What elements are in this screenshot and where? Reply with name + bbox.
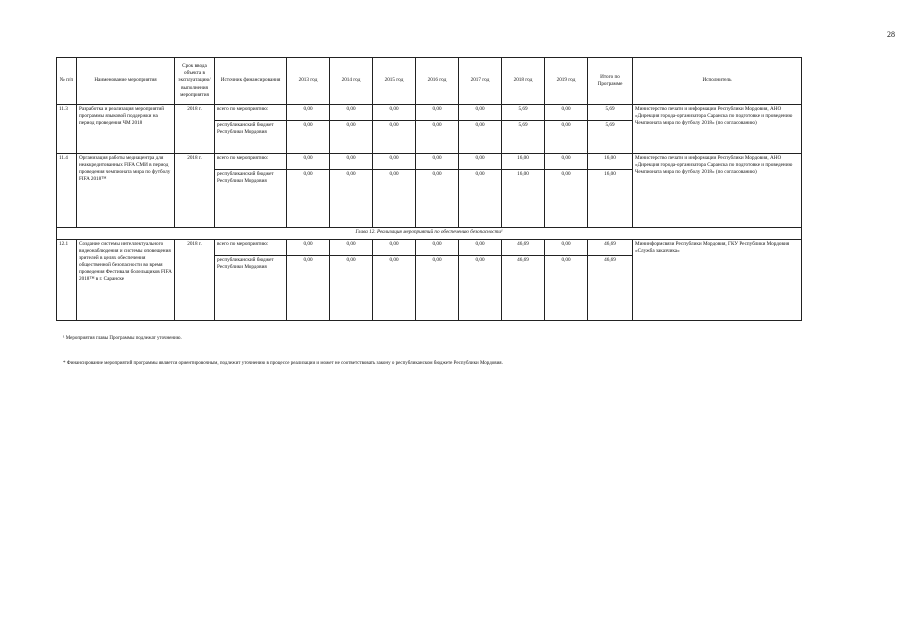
row-source: всего по мероприятию: xyxy=(215,240,287,256)
header-2016: 2016 год xyxy=(416,58,459,105)
cell-2018: 46,69 xyxy=(502,240,545,256)
cell-2019: 0,00 xyxy=(545,170,588,228)
cell-total: 46,69 xyxy=(588,256,633,321)
cell-2019: 0,00 xyxy=(545,105,588,121)
cell-2018: 16,00 xyxy=(502,170,545,228)
cell-2013: 0,00 xyxy=(287,240,330,256)
row-executor: Мининформсвязи Республики Мордовия, ГКУ Республики Мордовия «Служба заказчика» xyxy=(633,240,802,321)
cell-2015: 0,00 xyxy=(373,105,416,121)
cell-2017: 0,00 xyxy=(459,105,502,121)
cell-2019: 0,00 xyxy=(545,154,588,170)
cell-2014: 0,00 xyxy=(330,170,373,228)
cell-2016: 0,00 xyxy=(416,170,459,228)
cell-2013: 0,00 xyxy=(287,121,330,154)
row-name: Создание системы интеллектуального видеонаблюдения и системы оповещения зрителей в целях обеспечения общественной безопасности во время проведения Фестиваля болельщиков FIFA 2018™ в г. Саранске xyxy=(77,240,175,321)
table-row xyxy=(57,154,802,170)
cell-2017: 0,00 xyxy=(459,121,502,154)
row-source: всего по мероприятию: xyxy=(215,105,287,121)
header-source: Источник финансирования xyxy=(215,58,287,105)
row-source: республиканский бюджет Республики Мордовия xyxy=(215,121,287,154)
cell-2019: 0,00 xyxy=(545,121,588,154)
cell-total: 46,69 xyxy=(588,240,633,256)
cell-2017: 0,00 xyxy=(459,154,502,170)
header-2014: 2014 год xyxy=(330,58,373,105)
row-term: 2018 г. xyxy=(175,105,215,154)
header-executor: Исполнитель xyxy=(633,58,802,105)
footnote-financing: * Финансирование мероприятий программы является ориентировочным, подлежит уточнению в процессе реализации и может не соответствовать закону о республиканском бюджете Республики Мордовия. xyxy=(63,361,503,366)
header-2017: 2017 год xyxy=(459,58,502,105)
header-row xyxy=(57,58,802,105)
cell-2015: 0,00 xyxy=(373,154,416,170)
header-term: Срок ввода объекта в эксплуатацию/ выполнения мероприятия xyxy=(175,58,215,105)
header-name: Наименование мероприятия xyxy=(77,58,175,105)
row-number: 12.1 xyxy=(57,240,77,321)
cell-total: 16,00 xyxy=(588,170,633,228)
header-total: Итого по Программе xyxy=(588,58,633,105)
cell-2017: 0,00 xyxy=(459,240,502,256)
page-number: 28 xyxy=(887,30,895,39)
cell-2013: 0,00 xyxy=(287,154,330,170)
cell-2014: 0,00 xyxy=(330,121,373,154)
cell-total: 5,69 xyxy=(588,105,633,121)
cell-2014: 0,00 xyxy=(330,105,373,121)
cell-2015: 0,00 xyxy=(373,121,416,154)
cell-2019: 0,00 xyxy=(545,240,588,256)
cell-2016: 0,00 xyxy=(416,256,459,321)
cell-2016: 0,00 xyxy=(416,105,459,121)
cell-2014: 0,00 xyxy=(330,240,373,256)
cell-2013: 0,00 xyxy=(287,170,330,228)
cell-2013: 0,00 xyxy=(287,256,330,321)
row-source: республиканский бюджет Республики Мордовия xyxy=(215,256,287,321)
cell-2016: 0,00 xyxy=(416,121,459,154)
row-executor: Министерство печати и информации Республики Мордовия, АНО «Дирекция города-организатора Саранска по подготовке и проведению Чемпионата мира по футболу 2018» (по согласованию) xyxy=(633,154,802,228)
header-2015: 2015 год xyxy=(373,58,416,105)
program-table xyxy=(56,57,802,321)
header-2019: 2019 год xyxy=(545,58,588,105)
cell-2014: 0,00 xyxy=(330,256,373,321)
footnote-chapter: ¹ Мероприятия главы Программы подлежат уточнению. xyxy=(63,336,182,341)
row-term: 2018 г. xyxy=(175,240,215,321)
cell-2018: 5,69 xyxy=(502,121,545,154)
cell-2017: 0,00 xyxy=(459,170,502,228)
cell-2016: 0,00 xyxy=(416,240,459,256)
cell-2015: 0,00 xyxy=(373,170,416,228)
chapter-title: Глава 12. Реализация мероприятий по обеспечению безопасности¹ xyxy=(57,228,802,240)
row-number: 11.4 xyxy=(57,154,77,228)
cell-2016: 0,00 xyxy=(416,154,459,170)
chapter-row xyxy=(57,228,802,240)
cell-2018: 16,00 xyxy=(502,154,545,170)
row-source: республиканский бюджет Республики Мордовия xyxy=(215,170,287,228)
table-row xyxy=(57,240,802,256)
row-source: всего по мероприятию: xyxy=(215,154,287,170)
cell-2018: 5,69 xyxy=(502,105,545,121)
cell-2014: 0,00 xyxy=(330,154,373,170)
cell-2013: 0,00 xyxy=(287,105,330,121)
cell-2015: 0,00 xyxy=(373,240,416,256)
header-2018: 2018 год xyxy=(502,58,545,105)
row-number: 11.3 xyxy=(57,105,77,154)
row-name: Разработка и реализация мероприятий программы языковой поддержки на период проведения ЧМ 2018 xyxy=(77,105,175,154)
row-name: Организация работы медиацентра для неаккредитованных FIFA СМИ в период проведения чемпионата мира по футболу FIFA 2018™ xyxy=(77,154,175,228)
cell-total: 16,00 xyxy=(588,154,633,170)
cell-2019: 0,00 xyxy=(545,256,588,321)
header-2013: 2013 год xyxy=(287,58,330,105)
cell-2018: 46,69 xyxy=(502,256,545,321)
cell-2015: 0,00 xyxy=(373,256,416,321)
row-executor: Министерство печати и информации Республики Мордовия, АНО «Дирекция города-организатора Саранска по подготовке и проведению Чемпионата мира по футболу 2018» (по согласованию) xyxy=(633,105,802,154)
cell-2017: 0,00 xyxy=(459,256,502,321)
header-no: № п/п xyxy=(57,58,77,105)
cell-total: 5,69 xyxy=(588,121,633,154)
row-term: 2018 г. xyxy=(175,154,215,228)
table-row xyxy=(57,105,802,121)
